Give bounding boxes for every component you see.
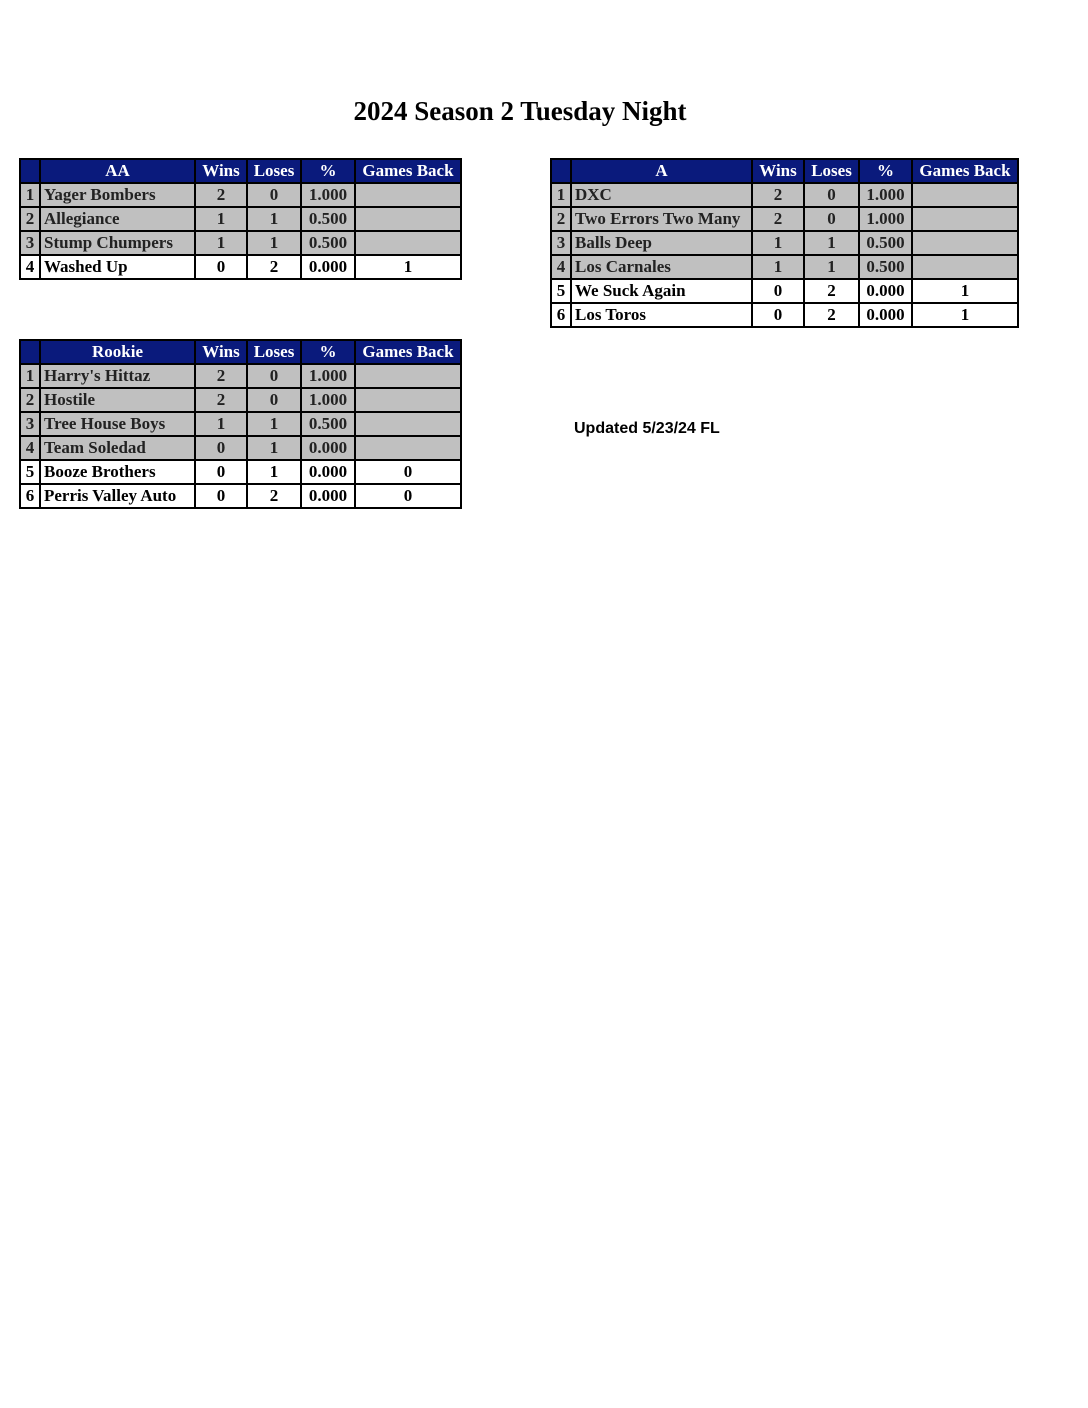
table-row [20,183,461,207]
wins-cell: 1 [195,231,247,255]
games-back-cell [355,183,461,207]
table-row [551,183,1018,207]
table-row [20,255,461,279]
wins-cell: 2 [195,388,247,412]
pct-cell: 0.500 [859,231,912,255]
team-name-cell: Yager Bombers [40,183,195,207]
table-row [20,484,461,508]
wins-header: Wins [752,159,804,183]
division-name-header: A [571,159,752,183]
games-back-cell [912,207,1018,231]
aa-standings-table [19,158,462,280]
team-name-cell: Los Carnales [571,255,752,279]
loses-cell: 2 [804,279,859,303]
table-row [551,279,1018,303]
rank-cell: 1 [20,364,40,388]
rank-cell: 5 [551,279,571,303]
loses-cell: 1 [247,231,301,255]
team-name-cell: Booze Brothers [40,460,195,484]
team-name-cell: Allegiance [40,207,195,231]
games-back-header: Games Back [912,159,1018,183]
games-back-cell: 1 [912,279,1018,303]
loses-cell: 2 [247,484,301,508]
wins-cell: 1 [195,412,247,436]
table-row [20,388,461,412]
table-row [20,207,461,231]
wins-cell: 0 [195,484,247,508]
rank-cell: 4 [551,255,571,279]
loses-cell: 0 [247,388,301,412]
pct-cell: 0.000 [301,460,355,484]
loses-cell: 0 [247,364,301,388]
games-back-cell [912,231,1018,255]
loses-cell: 0 [247,183,301,207]
loses-cell: 1 [804,231,859,255]
wins-header: Wins [195,159,247,183]
pct-cell: 0.000 [301,255,355,279]
team-name-cell: Stump Chumpers [40,231,195,255]
games-back-cell [355,436,461,460]
games-back-cell [355,388,461,412]
team-name-cell: We Suck Again [571,279,752,303]
pct-cell: 1.000 [859,207,912,231]
wins-cell: 1 [195,207,247,231]
rank-cell: 3 [20,412,40,436]
loses-cell: 1 [247,412,301,436]
games-back-header: Games Back [355,340,461,364]
updated-note: Updated 5/23/24 FL [574,420,720,437]
rank-cell: 2 [551,207,571,231]
pct-cell: 1.000 [301,388,355,412]
wins-cell: 0 [752,279,804,303]
games-back-cell [355,231,461,255]
table-row [20,412,461,436]
pct-cell: 0.500 [859,255,912,279]
wins-cell: 0 [195,460,247,484]
table-row [551,255,1018,279]
team-name-cell: Los Toros [571,303,752,327]
pct-cell: 0.000 [859,279,912,303]
games-back-cell [355,412,461,436]
pct-cell: 0.500 [301,412,355,436]
loses-cell: 1 [247,207,301,231]
loses-cell: 1 [247,436,301,460]
wins-cell: 0 [195,255,247,279]
rank-header [20,159,40,183]
rank-header [20,340,40,364]
games-back-cell [355,207,461,231]
team-name-cell: Team Soledad [40,436,195,460]
pct-cell: 1.000 [859,183,912,207]
wins-cell: 2 [752,207,804,231]
team-name-cell: Two Errors Two Many [571,207,752,231]
team-name-cell: Balls Deep [571,231,752,255]
pct-cell: 1.000 [301,183,355,207]
table-row [20,231,461,255]
table-row [20,436,461,460]
team-name-cell: DXC [571,183,752,207]
pct-header: % [301,340,355,364]
team-name-cell: Harry's Hittaz [40,364,195,388]
division-name-header: AA [40,159,195,183]
a-standings-table [550,158,1019,328]
wins-cell: 2 [752,183,804,207]
wins-cell: 0 [195,436,247,460]
pct-cell: 0.500 [301,207,355,231]
rookie-standings-table [19,339,462,509]
wins-cell: 0 [752,303,804,327]
rank-cell: 4 [20,255,40,279]
rank-cell: 4 [20,436,40,460]
pct-cell: 1.000 [301,364,355,388]
pct-cell: 0.000 [859,303,912,327]
team-name-cell: Hostile [40,388,195,412]
rank-cell: 2 [20,388,40,412]
pct-cell: 0.000 [301,484,355,508]
games-back-cell [912,255,1018,279]
page-title: 2024 Season 2 Tuesday Night [353,96,687,126]
loses-cell: 2 [804,303,859,327]
wins-header: Wins [195,340,247,364]
loses-cell: 0 [804,207,859,231]
games-back-cell [355,364,461,388]
games-back-cell: 0 [355,460,461,484]
rank-cell: 1 [20,183,40,207]
wins-cell: 2 [195,183,247,207]
loses-cell: 2 [247,255,301,279]
rank-cell: 5 [20,460,40,484]
rank-cell: 3 [551,231,571,255]
wins-cell: 1 [752,231,804,255]
wins-cell: 1 [752,255,804,279]
games-back-cell: 1 [355,255,461,279]
pct-cell: 0.000 [301,436,355,460]
team-name-cell: Perris Valley Auto [40,484,195,508]
games-back-cell: 1 [912,303,1018,327]
table-row [20,460,461,484]
table-row [551,207,1018,231]
team-name-cell: Tree House Boys [40,412,195,436]
loses-header: Loses [247,340,301,364]
loses-header: Loses [247,159,301,183]
pct-header: % [859,159,912,183]
pct-header: % [301,159,355,183]
games-back-cell [912,183,1018,207]
rank-cell: 2 [20,207,40,231]
games-back-header: Games Back [355,159,461,183]
table-row [551,303,1018,327]
loses-cell: 1 [804,255,859,279]
rank-cell: 3 [20,231,40,255]
loses-cell: 0 [804,183,859,207]
loses-cell: 1 [247,460,301,484]
table-header-row [551,159,1018,183]
table-header-row [20,159,461,183]
rank-cell: 1 [551,183,571,207]
wins-cell: 2 [195,364,247,388]
games-back-cell: 0 [355,484,461,508]
division-name-header: Rookie [40,340,195,364]
team-name-cell: Washed Up [40,255,195,279]
rank-header [551,159,571,183]
loses-header: Loses [804,159,859,183]
rank-cell: 6 [20,484,40,508]
pct-cell: 0.500 [301,231,355,255]
table-row [551,231,1018,255]
table-row [20,364,461,388]
rank-cell: 6 [551,303,571,327]
table-header-row [20,340,461,364]
